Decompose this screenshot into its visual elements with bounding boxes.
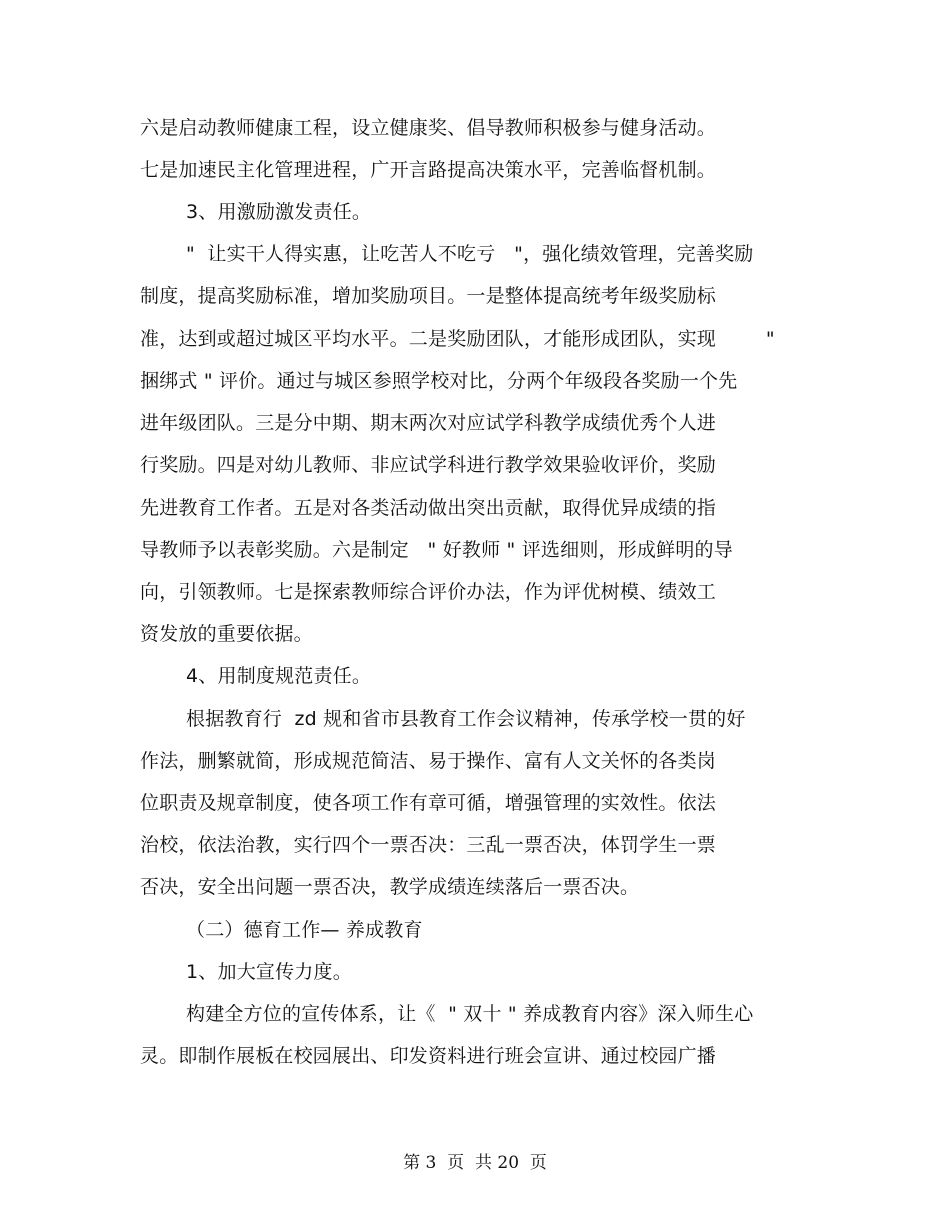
section-heading: 3、用激励激发责任。 bbox=[186, 201, 372, 223]
text-line: 制度，提高奖励标准，增加奖励项目。一是整体提高统考年级奖励标 bbox=[140, 285, 717, 307]
text-line: " 让实干人得实惠，让吃苦人不吃亏 "，强化绩效管理，完善奖励 bbox=[186, 243, 754, 265]
text-line: 导教师予以表彰奖励。六是制定 " 好教师 " 评选细则，形成鲜明的导 bbox=[140, 539, 733, 561]
text-line: 进年级团队。三是分中期、期末两次对应试学科教学成绩优秀个人进 bbox=[140, 412, 717, 434]
text-line: 灵。即制作展板在校园展出、印发资料进行班会宣讲、通过校园广播 bbox=[140, 1045, 717, 1067]
text-line: 行奖励。四是对幼儿教师、非应试学科进行教学效果验收评价，奖励 bbox=[140, 454, 717, 476]
text-line: 构建全方位的宣传体系，让《 " 双十 " 养成教育内容》深入师生心 bbox=[186, 1003, 754, 1025]
text-line: 资发放的重要依据。 bbox=[140, 623, 313, 645]
text-line: 根据教育行 zd 规和省市县教育工作会议精神，传承学校一贯的好 bbox=[186, 708, 746, 730]
text-line: 捆绑式 " 评价。通过与城区参照学校对比，分两个年级段各奖励一个先 bbox=[140, 370, 738, 392]
text-line: 准，达到或超过城区平均水平。二是奖励团队，才能形成团队，实现 " bbox=[140, 328, 775, 350]
text-line: 作法，删繁就简，形成规范简洁、易于操作、富有人文关怀的各类岗 bbox=[140, 750, 717, 772]
text-line: 否决，安全出问题一票否决，教学成绩连续落后一票否决。 bbox=[140, 876, 640, 898]
text-line: 先进教育工作者。五是对各类活动做出突出贡献，取得优异成绩的指 bbox=[140, 497, 717, 519]
text-line: 七是加速民主化管理进程，广开言路提高决策水平，完善临督机制。 bbox=[140, 159, 717, 181]
text-line: 治校，依法治教，实行四个一票否决：三乱一票否决，体罚学生一票 bbox=[140, 834, 717, 856]
page-number-footer: 第 3 页 共 20 页 bbox=[403, 1153, 547, 1173]
section-heading: （二）德育工作— 养成教育 bbox=[186, 919, 423, 941]
text-line: 向，引领教师。七是探索教师综合评价办法，作为评优树模、绩效工 bbox=[140, 581, 717, 603]
text-line: 位职责及规章制度，使各项工作有章可循，增强管理的实效性。依法 bbox=[140, 792, 717, 814]
text-line: 六是启动教师健康工程，设立健康奖、倡导教师积极参与健身活动。 bbox=[140, 117, 717, 139]
section-heading: 4、用制度规范责任。 bbox=[186, 665, 372, 687]
section-heading: 1、加大宣传力度。 bbox=[186, 961, 352, 983]
